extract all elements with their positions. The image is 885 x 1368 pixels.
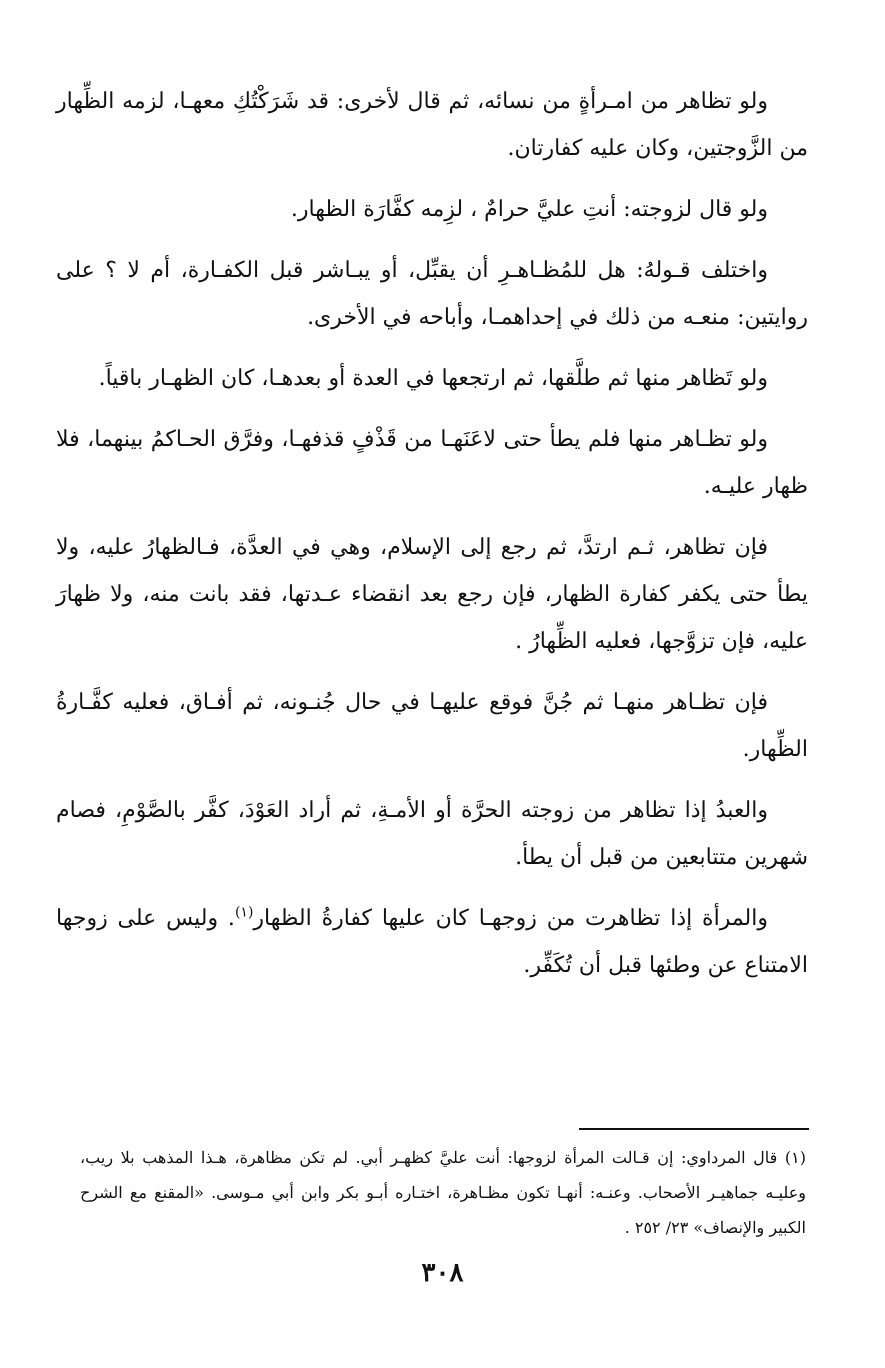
paragraph-text-end: . وليس على زوجها الامتناع عن وطئها قبل أن تُكَفِّر. <box>56 906 808 978</box>
footnote-reference[interactable]: (١) <box>234 904 254 921</box>
paragraph: ولو تظـاهر منها فلم يطأ حتى لاعَنَهـا من قَذْفٍ قذفهـا، وفرَّق الحـاكمُ بينهما، فلا ظهار عليـه. <box>56 427 808 499</box>
footnote-divider <box>579 1128 809 1130</box>
main-text <box>56 78 808 1003</box>
paragraph-with-footnote-ref <box>56 895 808 989</box>
paragraph: فإن تظـاهر منهـا ثم جُنَّ فوقع عليهـا في حال جُنـونه، ثم أفـاق، فعليه كفَّـارةُ الظِّهار. <box>56 690 808 762</box>
paragraph: فإن تظاهر، ثـم ارتدَّ، ثم رجع إلى الإسلام، وهي في العدَّة، فـالظهارُ عليه، ولا يطأ حتى يكفر كفارة الظهار، فإن رجع بعد انقضاء عـدتها، فقد بانت منه، ولا ظهارَ عليه، فإن تزوَّجها، فعليه الظِّهارُ . <box>56 535 808 654</box>
paragraph: والعبدُ إذا تظاهر من زوجته الحرَّة أو الأمـةِ، ثم أراد العَوْدَ، كفَّر بالصَّوْمِ، فصام شهرين متتابعين من قبل أن يطأ. <box>56 798 808 870</box>
footnote: (١) قال المرداوي: إن قـالت المرأة لزوجها: أنت عليَّ كظهـر أبي. لم تكن مظاهرة، هـذا المذهب بلا ريب، وعليـه جماهيـر الأصحاب. وعنـه: أنهـا تكون مظـاهرة، اختـاره أبـو بكر وابن أبي مـوسى. «المقنع مع الشرح الكبير والإنصاف» ٢٣/ ٢٥٢ . <box>80 1148 806 1237</box>
paragraph: ولو تَظاهر منها ثم طلَّقها، ثم ارتجعها في العدة أو بعدهـا، كان الظهـار باقياً. <box>98 366 768 391</box>
page-number: ٣٠٨ <box>421 1258 464 1288</box>
paragraph: ولو تظاهر من امـرأةٍ من نسائه، ثم قال لأخرى: قد شَرَكْتُكِ معهـا، لزمه الظِّهار من الزَّوجتين، وكان عليه كفارتان. <box>56 89 808 161</box>
paragraph-text-start: والمرأة إذا تظاهرت من زوجهـا كان عليها كفارةُ الظهار <box>253 906 768 931</box>
paragraph: واختلف قـولهُ: هل للمُظـاهـرِ أن يقبِّل، أو يبـاشر قبل الكفـارة، أم لا ؟ على روايتين: منعـه من ذلك في إحداهمـا، وأباحه في الأخرى. <box>56 258 808 330</box>
paragraph: ولو قال لزوجته: أنتِ عليَّ حرامٌ ، لزِمه كفَّارَة الظهار. <box>290 197 768 222</box>
